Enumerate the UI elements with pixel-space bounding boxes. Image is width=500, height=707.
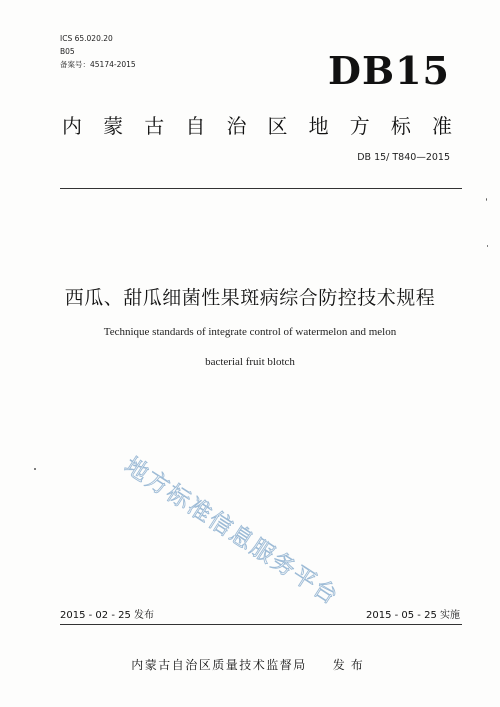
header-metadata [60, 32, 136, 71]
org-title-char: 古 [144, 114, 165, 138]
scan-speck [486, 198, 487, 201]
org-title-char: 蒙 [103, 114, 124, 138]
bottom-divider [60, 624, 462, 625]
org-title-char: 治 [226, 114, 247, 138]
db15-logo: DB15 [328, 48, 450, 93]
english-title-line-1: Technique standards of integrate control of watermelon and melon [103, 326, 397, 338]
ics-code: ICS 65.020.20 [60, 34, 113, 43]
org-title-char: 标 [390, 114, 411, 138]
issuer-suffix: 发布 [332, 658, 369, 672]
issue-date: 2015 - 02 - 25 发布 [60, 610, 155, 621]
org-title-char: 内 [62, 114, 82, 138]
english-title-line-2: bacterial fruit blotch [205, 356, 295, 368]
scan-speck [487, 245, 488, 247]
issuer-name: 内蒙古自治区质量技术监督局 [131, 658, 307, 672]
record-number: 备案号：45174-2015 [60, 60, 136, 69]
standard-type-title [62, 110, 452, 139]
scan-speck [34, 468, 36, 470]
chinese-title: 西瓜、甜瓜细菌性果斑病综合防控技术规程 [64, 287, 436, 309]
watermark: 地方标准信息服务平台 [119, 452, 344, 611]
org-title-char: 准 [431, 114, 452, 138]
top-divider [60, 188, 462, 189]
standard-number: DB 15/ T840—2015 [357, 152, 450, 163]
classification-code: B05 [60, 47, 75, 56]
issuing-authority [0, 656, 500, 673]
org-title-char: 区 [267, 114, 288, 138]
org-title-char: 方 [349, 114, 370, 138]
org-title-char: 地 [308, 114, 329, 138]
implementation-date: 2015 - 05 - 25 实施 [365, 610, 460, 621]
org-title-char: 自 [185, 114, 206, 138]
